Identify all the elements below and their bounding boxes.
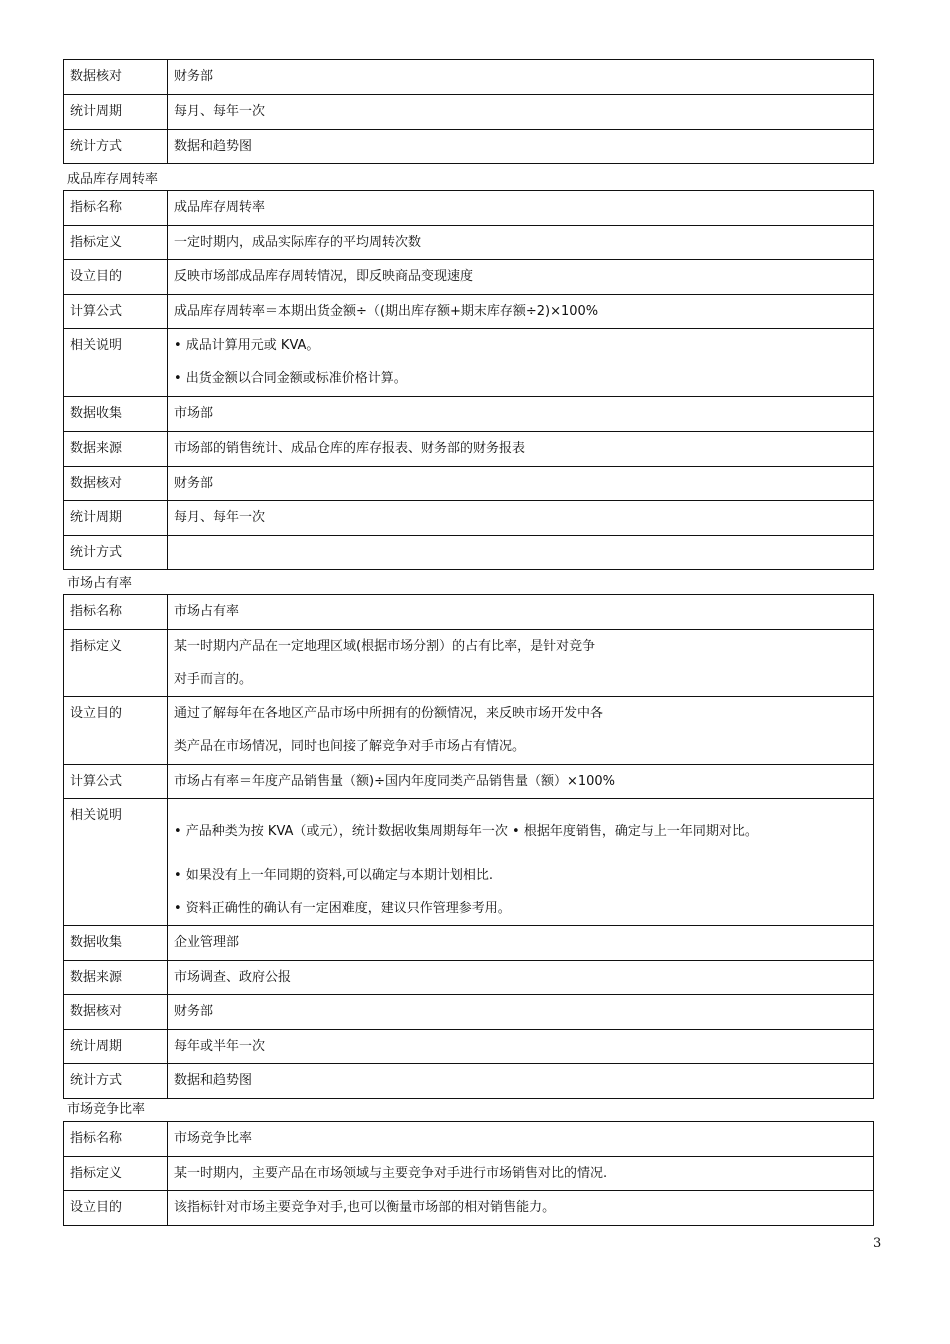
row-label: 指标名称 [64, 1122, 168, 1157]
row-label: 计算公式 [64, 765, 168, 799]
row-label: 统计方式 [64, 1064, 168, 1099]
row-value: 市场竞争比率 [168, 1122, 874, 1157]
kpi-table-continued [63, 59, 874, 164]
row-value: 每月、每年一次 [168, 95, 874, 130]
row-label: 设立目的 [64, 260, 168, 295]
row-value: 数据和趋势图 [168, 130, 874, 164]
bullet-line: • 资料正确性的确认有一定困难度，建议只作管理参考用。 [174, 901, 511, 916]
row-value [168, 630, 874, 697]
text-line: 某一时期内产品在一定地理区域(根据市场分割）的占有比率，是针对竞争 [174, 639, 596, 654]
row-label: 指标定义 [64, 226, 168, 260]
row-label: 数据核对 [64, 60, 168, 95]
table-row [64, 995, 874, 1030]
row-label: 指标定义 [64, 1157, 168, 1191]
table-row [64, 95, 874, 130]
section-title: 市场占有率 [67, 576, 133, 591]
row-label: 指标定义 [64, 630, 168, 697]
bullet-line: • 成品计算用元或 KVA。 [174, 338, 320, 353]
page-number: 3 [873, 1236, 882, 1251]
row-label: 数据核对 [64, 467, 168, 501]
table-row [64, 765, 874, 799]
row-value: 该指标针对市场主要竞争对手,也可以衡量市场部的相对销售能力。 [168, 1191, 874, 1226]
row-label: 数据收集 [64, 926, 168, 961]
row-value: 企业管理部 [168, 926, 874, 961]
row-value: 一定时期内，成品实际库存的平均周转次数 [168, 226, 874, 260]
table-row [64, 60, 874, 95]
row-value [168, 799, 874, 926]
row-label: 统计方式 [64, 130, 168, 164]
row-value: 财务部 [168, 995, 874, 1030]
table-row [64, 926, 874, 961]
table-row [64, 1122, 874, 1157]
row-value: 市场部的销售统计、成品仓库的库存报表、财务部的财务报表 [168, 432, 874, 467]
row-label: 统计周期 [64, 501, 168, 536]
table-row [64, 1030, 874, 1064]
row-value: 财务部 [168, 467, 874, 501]
text-line: 类产品在市场情况，同时也间接了解竞争对手市场占有情况。 [174, 739, 526, 754]
row-label: 统计方式 [64, 536, 168, 570]
row-label: 指标名称 [64, 595, 168, 630]
kpi-table-market-share [63, 594, 874, 1099]
table-row [64, 329, 874, 397]
row-label: 数据核对 [64, 995, 168, 1030]
table-row [64, 630, 874, 697]
row-value: 市场占有率＝年度产品销售量（额)÷国内年度同类产品销售量（额）×100% [168, 765, 874, 799]
section-title: 成品库存周转率 [67, 172, 159, 187]
table-row [64, 295, 874, 329]
table-row [64, 130, 874, 164]
kpi-table-market-competition [63, 1121, 874, 1226]
table-row [64, 1157, 874, 1191]
row-label: 统计周期 [64, 95, 168, 130]
row-value: 市场调查、政府公报 [168, 961, 874, 995]
row-value: 财务部 [168, 60, 874, 95]
table-row [64, 226, 874, 260]
bullet-line: • 出货金额以合同金额或标准价格计算。 [174, 371, 407, 386]
table-row [64, 961, 874, 995]
table-row [64, 1064, 874, 1099]
table-row [64, 595, 874, 630]
row-label: 相关说明 [64, 799, 168, 926]
row-value: 市场占有率 [168, 595, 874, 630]
row-label: 设立目的 [64, 697, 168, 765]
row-value [168, 329, 874, 397]
table-row [64, 467, 874, 501]
bullet-line: • 如果没有上一年同期的资料,可以确定与本期计划相比. [174, 868, 494, 883]
table-row [64, 260, 874, 295]
bullet-line: • 产品种类为按 KVA（或元），统计数据收集周期每年一次 • 根据年度销售，确定与上一年同期对比。 [174, 824, 758, 839]
table-row [64, 536, 874, 570]
row-value: 成品库存周转率＝本期出货金额÷（(期出库存额+期末库存额÷2)×100% [168, 295, 874, 329]
row-label: 设立目的 [64, 1191, 168, 1226]
row-value: 成品库存周转率 [168, 191, 874, 226]
row-label: 数据来源 [64, 961, 168, 995]
row-value: 每月、每年一次 [168, 501, 874, 536]
row-label: 数据来源 [64, 432, 168, 467]
row-label: 计算公式 [64, 295, 168, 329]
table-row [64, 191, 874, 226]
kpi-table-inventory-turnover [63, 190, 874, 570]
row-label: 相关说明 [64, 329, 168, 397]
text-line: 对手而言的。 [174, 672, 253, 687]
row-value: 市场部 [168, 397, 874, 432]
text-line: 通过了解每年在各地区产品市场中所拥有的份额情况，来反映市场开发中各 [174, 706, 604, 721]
table-row [64, 799, 874, 926]
row-value [168, 536, 874, 570]
row-value: 数据和趋势图 [168, 1064, 874, 1099]
table-row [64, 501, 874, 536]
row-label: 统计周期 [64, 1030, 168, 1064]
row-value: 某一时期内，主要产品在市场领域与主要竞争对手进行市场销售对比的情况. [168, 1157, 874, 1191]
row-value: 每年或半年一次 [168, 1030, 874, 1064]
row-label: 数据收集 [64, 397, 168, 432]
table-row [64, 1191, 874, 1226]
table-row [64, 697, 874, 765]
table-row [64, 432, 874, 467]
section-title: 市场竞争比率 [67, 1102, 146, 1117]
row-value [168, 697, 874, 765]
row-label: 指标名称 [64, 191, 168, 226]
row-value: 反映市场部成品库存周转情况，即反映商品变现速度 [168, 260, 874, 295]
table-row [64, 397, 874, 432]
